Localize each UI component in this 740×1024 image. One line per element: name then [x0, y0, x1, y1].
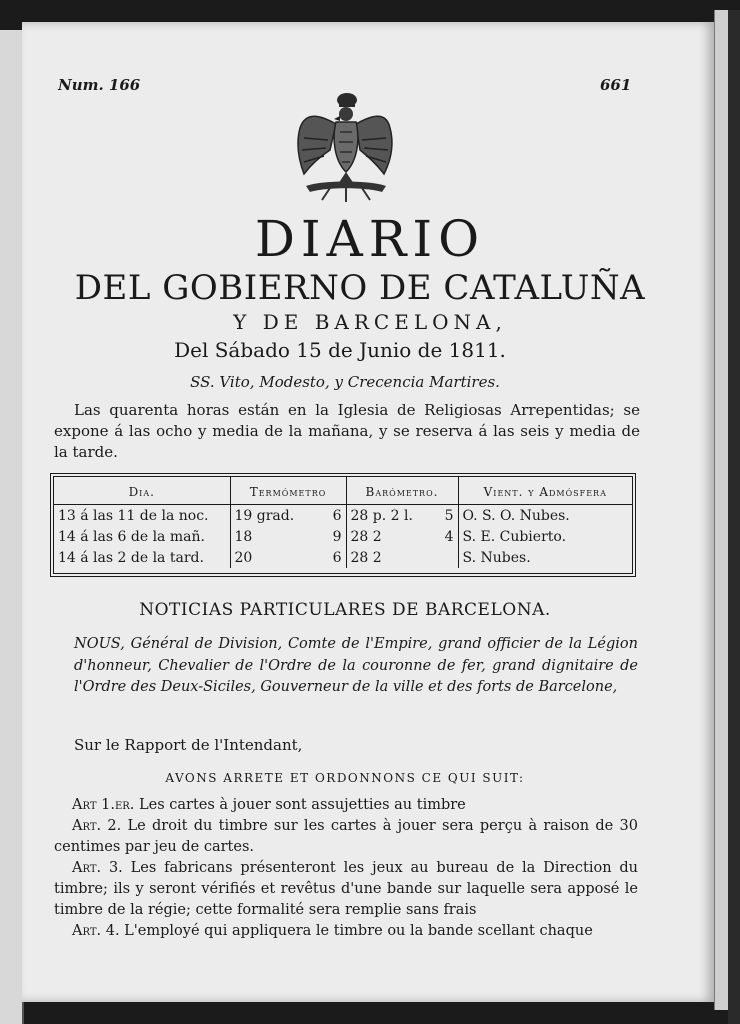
cell-viento: O. S. O. Nubes. — [462, 507, 570, 524]
right-page-edge — [714, 10, 729, 1010]
masthead-title: DIARIO — [254, 210, 486, 268]
article-label: Art. 2. — [72, 818, 122, 834]
issue-date: Del Sábado 15 de Junio de 1811. — [174, 338, 506, 362]
nous-titles: , Général de Division, Comte de l'Empire, grand officier de la Légion d'honneur, Chevalier de l'Ordre de la couronne de fer, grand dignitaire de l'Ordre des Deux-Siciles, Gouverneur de la ville et des forts de Barcelone, — [74, 636, 638, 695]
baro-fraction: 4 — [444, 528, 454, 545]
cell-termometro — [230, 505, 346, 527]
cell-viento: S. Nubes. — [462, 549, 531, 566]
masthead-subtitle-city: Y DE BARCELONA, — [233, 310, 507, 334]
weather-table — [50, 473, 636, 577]
article-label: Art. 3. — [72, 860, 123, 876]
table-row — [54, 547, 632, 568]
cell-dia: 13 á las 11 de la noc. — [54, 505, 230, 527]
cell-barometro — [346, 526, 458, 547]
article-label: Art. 4. — [72, 923, 120, 939]
decree-preamble — [74, 634, 638, 699]
therm-fraction: 6 — [332, 549, 342, 566]
article-text: Le droit du timbre sur les cartes à jouer sera perçu à raison de 30 centimes par jeu de cartes. — [54, 818, 638, 855]
decree-formula: AVONS ARRETE ET ORDONNONS CE QUI SUIT: — [165, 771, 525, 785]
cell-termometro — [230, 526, 346, 547]
cell-viento: S. E. Cubierto. — [462, 528, 567, 545]
baro-value: 28 2 — [350, 528, 382, 545]
therm-value: 20 — [234, 549, 253, 566]
section-heading: NOTICIAS PARTICULARES DE BARCELONA. — [139, 600, 551, 620]
saints-of-day: SS. Vito, Modesto, y Crecencia Martires. — [190, 373, 500, 391]
baro-value: 28 p. 2 l. — [350, 507, 413, 524]
article-text: Les fabricans présenteront les jeux au bureau de la Direction du timbre; ils y seront vérifiés et revêtus d'une bande sur laquelle sera apposé le timbre de la régie; cette formalité sera remplie sans frais — [54, 860, 638, 918]
table-row — [54, 526, 632, 547]
cell-dia: 14 á las 6 de la mañ. — [54, 526, 230, 547]
cell-termometro — [230, 547, 346, 568]
weather-header-row — [54, 477, 632, 505]
book-spine-shadow — [728, 10, 740, 1024]
article-text: Les cartes à jouer sont assujetties au timbre — [139, 797, 466, 813]
col-barometro: Barómetro. — [346, 477, 458, 505]
col-viento: Vient. y Admósfera — [458, 477, 632, 505]
therm-value: 18 — [234, 528, 253, 545]
table-row — [54, 505, 632, 527]
article-4 — [54, 921, 638, 942]
issue-number: Num. 166 — [58, 76, 141, 94]
article-text: L'employé qui appliquera le timbre ou la bande scellant chaque — [124, 923, 593, 939]
baro-fraction: 5 — [444, 507, 454, 524]
nous-word: NOUS — [74, 636, 121, 652]
therm-fraction: 9 — [332, 528, 342, 545]
article-1 — [54, 795, 638, 816]
article-3 — [54, 858, 638, 921]
therm-value: 19 grad. — [234, 507, 295, 524]
intro-paragraph: Las quarenta horas están en la Iglesia de Religiosas Arrepentidas; se expone á las ocho y media de la mañana, y se reserva á las seis y media de la tarde. — [54, 401, 640, 461]
masthead-subtitle: DEL GOBIERNO DE CATALUÑA — [74, 268, 646, 308]
col-dia: Dia. — [54, 477, 230, 505]
article-2 — [54, 816, 638, 858]
baro-value: 28 2 — [350, 549, 382, 566]
decree-articles — [54, 795, 638, 942]
cell-dia: 14 á las 2 de la tard. — [54, 547, 230, 568]
left-page-edge — [0, 30, 24, 1024]
therm-fraction: 6 — [332, 507, 342, 524]
eagle-emblem-icon — [292, 88, 396, 206]
rapport-line: Sur le Rapport de l'Intendant, — [74, 736, 303, 754]
page-number: 661 — [600, 76, 632, 94]
article-label: Art 1.er. — [72, 797, 135, 813]
cell-barometro — [346, 505, 458, 527]
cell-barometro — [346, 547, 458, 568]
col-termometro: Termómetro — [230, 477, 346, 505]
